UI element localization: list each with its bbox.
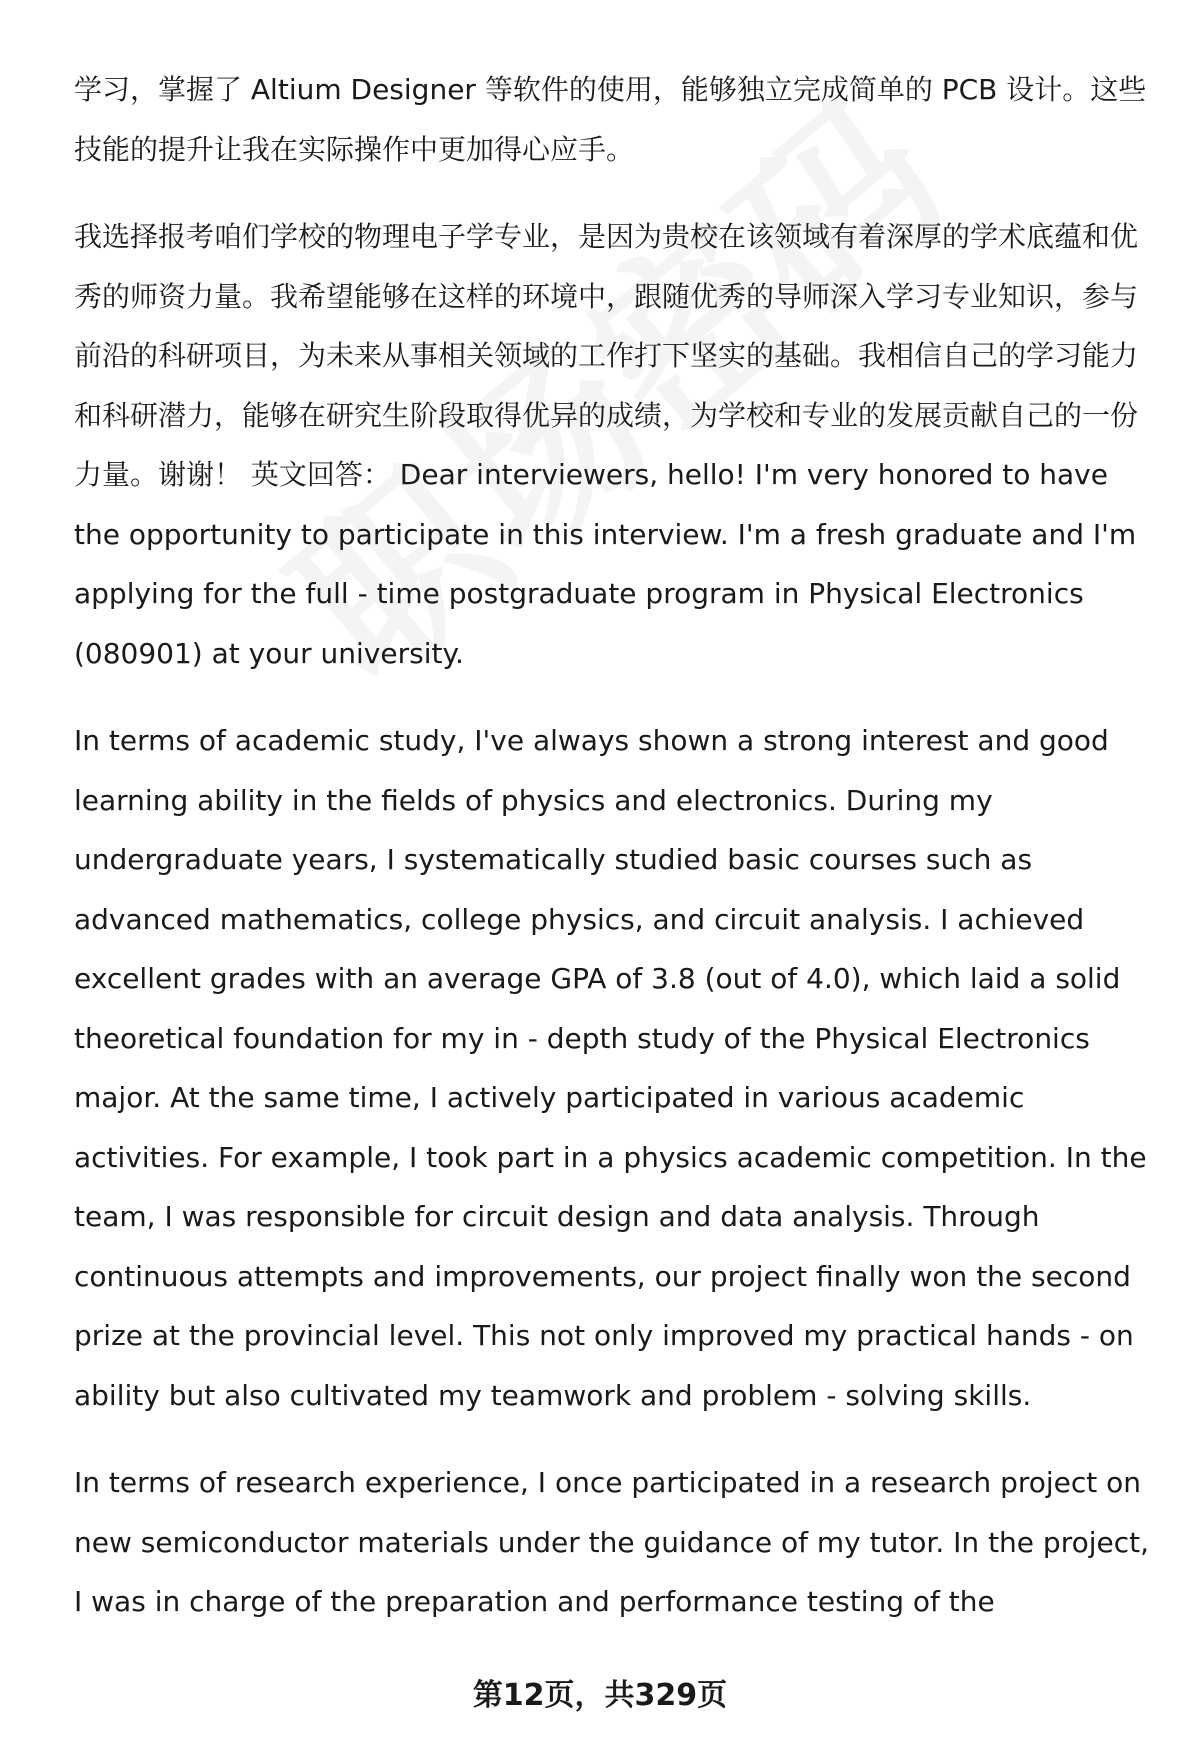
- paragraph-1: 学习，掌握了 Altium Designer 等软件的使用，能够独立完成简单的 PCB 设计。这些技能的提升让我在实际操作中更加得心应手。: [74, 73, 1147, 166]
- paragraph-4: In terms of research experience, I once participated in a research project on new semiconductor materials under the guidance of my tutor. In the project, I was in charge of the preparation and performance testing of the: [74, 1466, 1150, 1618]
- paragraph-3: In terms of academic study, I've always shown a strong interest and good learning ability in the fields of physics and electronics. During my undergraduate years, I systematically studied basic courses such as advanced mathematics, college physics, and circuit analysis. I achieved excellent grades with an average GPA of 3.8 (out of 4.0), which laid a solid theoretical foundation for my in - depth study of the Physical Electronics major. At the same time, I actively participated in various academic activities. For example, I took part in a physics academic competition. In the team, I was responsible for circuit design and data analysis. Through continuous attempts and improvements, our project finally won the second prize at the provincial level. This not only improved my practical hands - on ability but also cultivated my teamwork and problem - solving skills.: [74, 724, 1147, 1412]
- paragraph-2: 我选择报考咱们学校的物理电子学专业，是因为贵校在该领域有着深厚的学术底蕴和优秀的师资力量。我希望能够在这样的环境中，跟随优秀的导师深入学习专业知识，参与前沿的科研项目，为未来从事相关领域的工作打下坚实的基础。我相信自己的学习能力和科研潜力，能够在研究生阶段取得优异的成绩，为学校和专业的发展贡献自己的一份力量。谢谢！ 英文回答： Dear interviewers, hello! I'm very honored to have the opportunity to participate in this interview. I'm a fresh graduate and I'm applying for the full - time postgraduate program in Physical Electronics (080901) at your university.: [74, 220, 1139, 670]
- page-number-footer: 第12页，共329页: [472, 1678, 728, 1713]
- document-body: [74, 60, 1154, 1660]
